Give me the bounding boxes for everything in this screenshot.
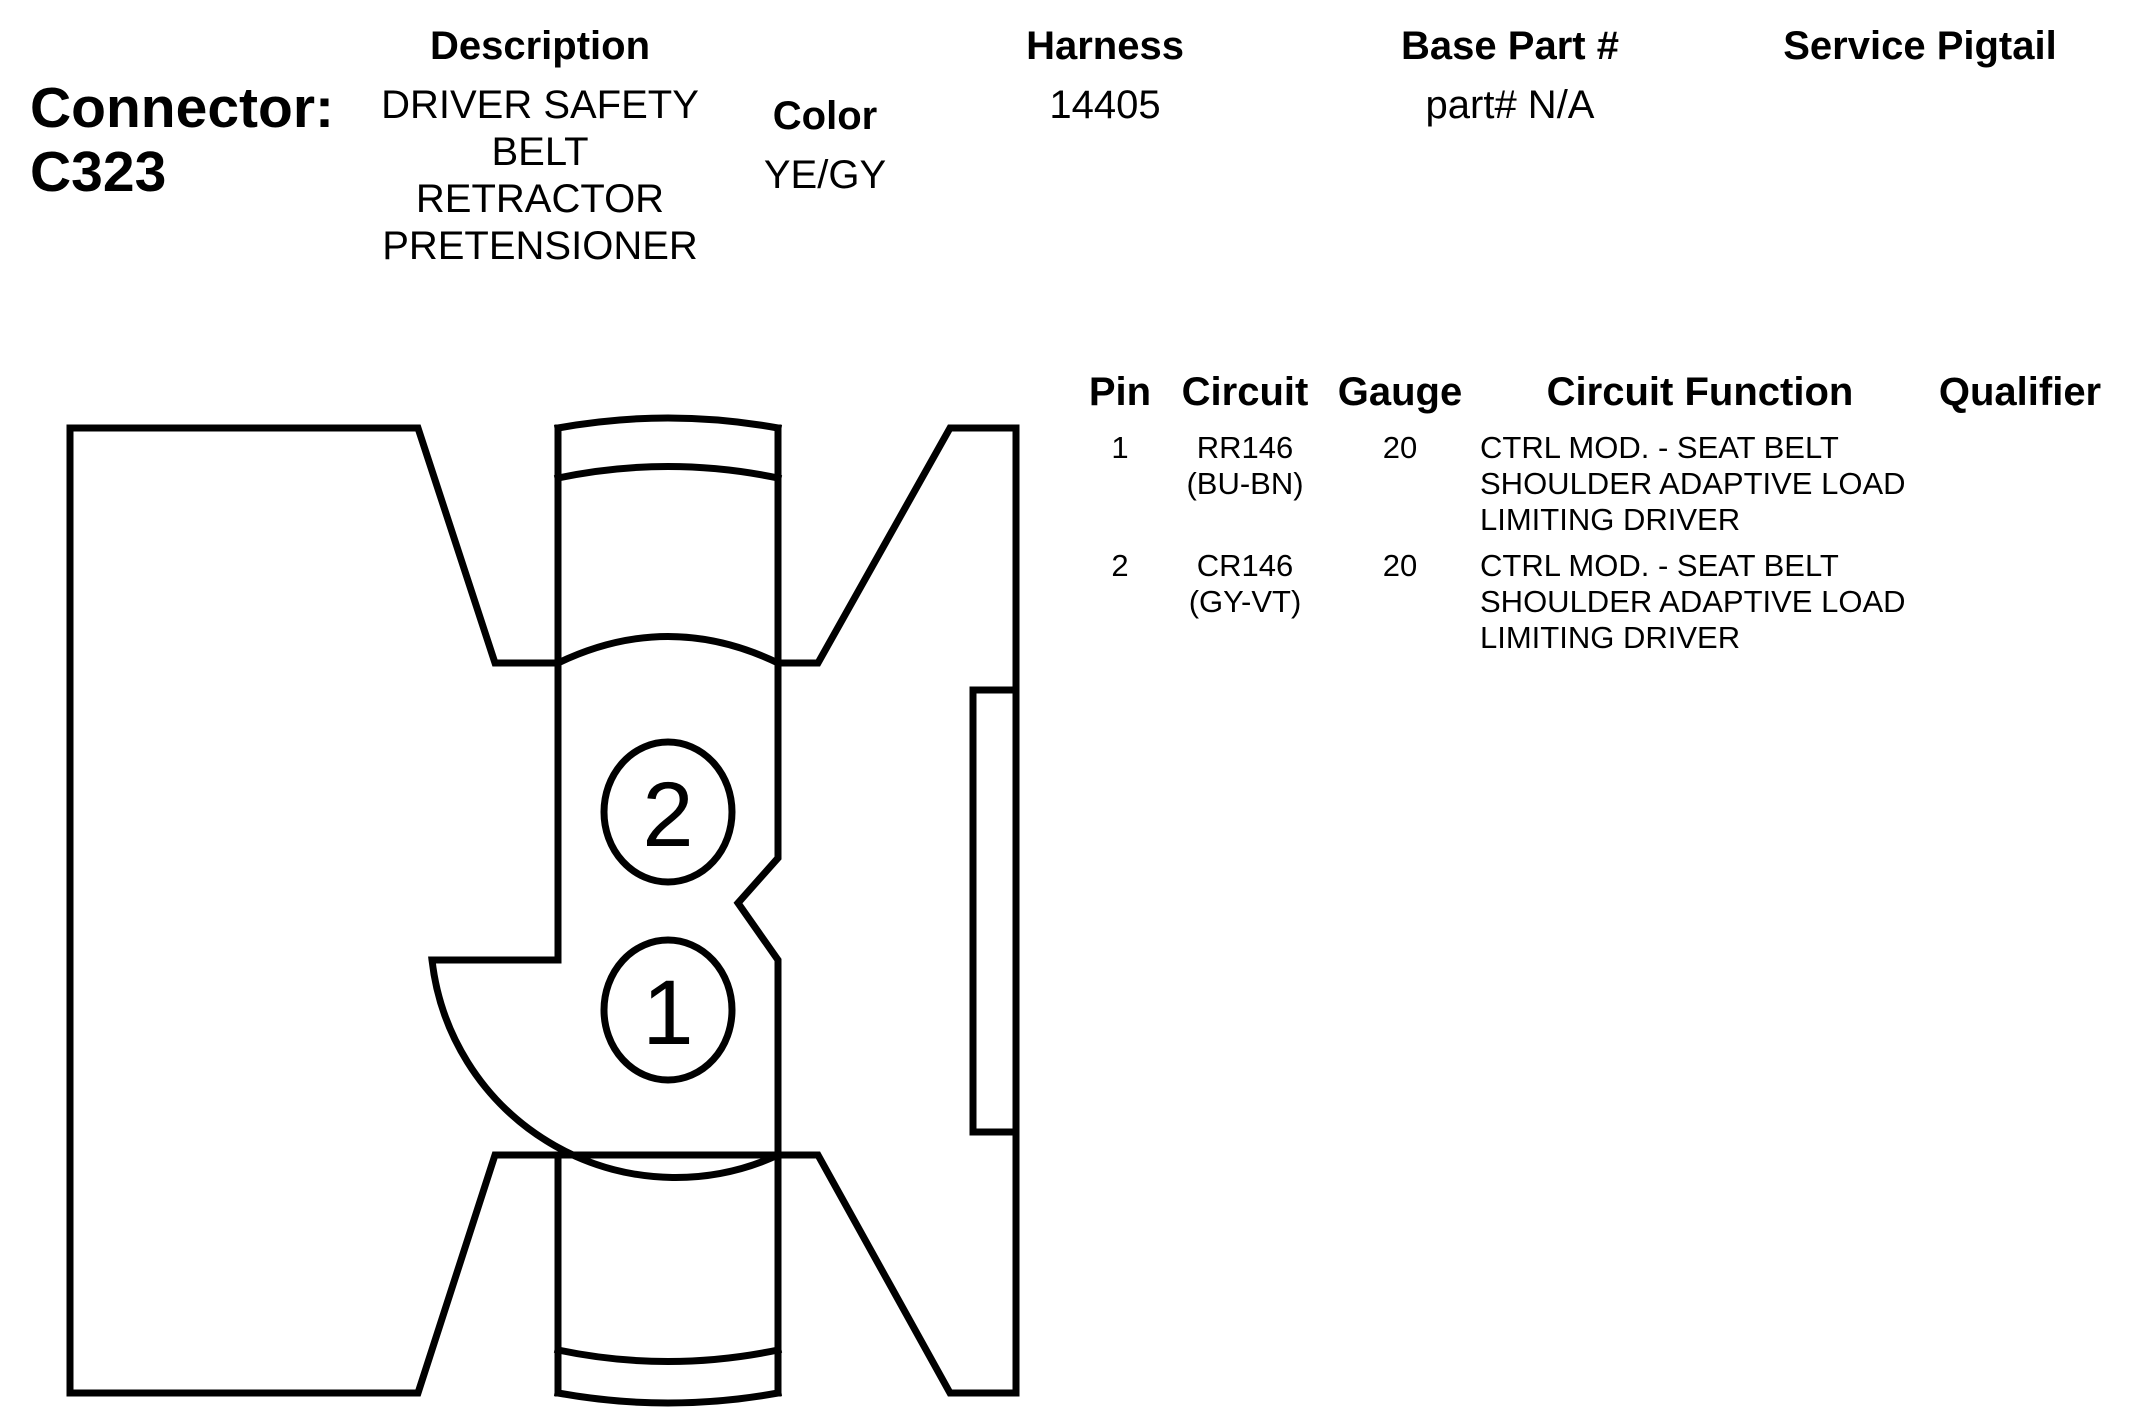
gauge-column-header: Gauge — [1337, 370, 1463, 414]
center-band-top-rib — [558, 467, 778, 479]
harness-value: 14405 — [1049, 83, 1161, 127]
center-band-right-side — [738, 428, 778, 1155]
center-band-bottom-rib — [558, 1350, 778, 1362]
service-pigtail-header: Service Pigtail — [1783, 24, 2057, 68]
pin-column-header: Pin — [1088, 370, 1152, 414]
table-row-pin: 2 — [1111, 548, 1129, 583]
description-line: BELT — [491, 130, 589, 174]
pin-2-label: 2 — [642, 764, 694, 866]
circuit-number: RR146 — [1196, 430, 1294, 465]
circuit-column-header: Circuit — [1181, 370, 1309, 414]
function-line: SHOULDER ADAPTIVE LOAD — [1480, 466, 1906, 501]
circuit-function-column-header: Circuit Function — [1546, 370, 1854, 414]
connector-id: C323 — [30, 140, 167, 204]
function-line: SHOULDER ADAPTIVE LOAD — [1480, 584, 1906, 619]
table-row-gauge: 20 — [1382, 430, 1418, 465]
pin-1-label: 1 — [642, 962, 694, 1064]
table-row-pin: 1 — [1111, 430, 1129, 465]
circuit-wire-color: (BU-BN) — [1186, 466, 1304, 501]
circuit-wire-color: (GY-VT) — [1188, 584, 1302, 619]
function-line: LIMITING DRIVER — [1480, 620, 1741, 655]
right-shoulder-upper — [778, 428, 1016, 1393]
base-part-value: part# N/A — [1425, 83, 1595, 127]
description-header: Description — [429, 24, 651, 68]
function-line: CTRL MOD. - SEAT BELT — [1480, 548, 1839, 583]
description-line: RETRACTOR — [415, 177, 665, 221]
harness-header: Harness — [1026, 24, 1184, 68]
description-line: DRIVER SAFETY — [381, 83, 699, 127]
color-value: YE/GY — [763, 153, 887, 197]
connector-label: Connector: — [30, 76, 334, 140]
center-band-bottom-cap — [558, 1393, 778, 1403]
center-band-top-arc — [558, 637, 778, 664]
connector-body-outline — [70, 428, 778, 1393]
function-line: CTRL MOD. - SEAT BELT — [1480, 430, 1839, 465]
description-line: PRETENSIONER — [382, 224, 698, 268]
table-row-gauge: 20 — [1382, 548, 1418, 583]
center-band-top-cap — [558, 418, 778, 428]
latch-window — [973, 690, 1016, 1132]
color-header: Color — [772, 94, 878, 138]
function-line: LIMITING DRIVER — [1480, 502, 1741, 537]
circuit-number: CR146 — [1196, 548, 1294, 583]
qualifier-column-header: Qualifier — [1938, 370, 2102, 414]
base-part-header: Base Part # — [1401, 24, 1619, 68]
